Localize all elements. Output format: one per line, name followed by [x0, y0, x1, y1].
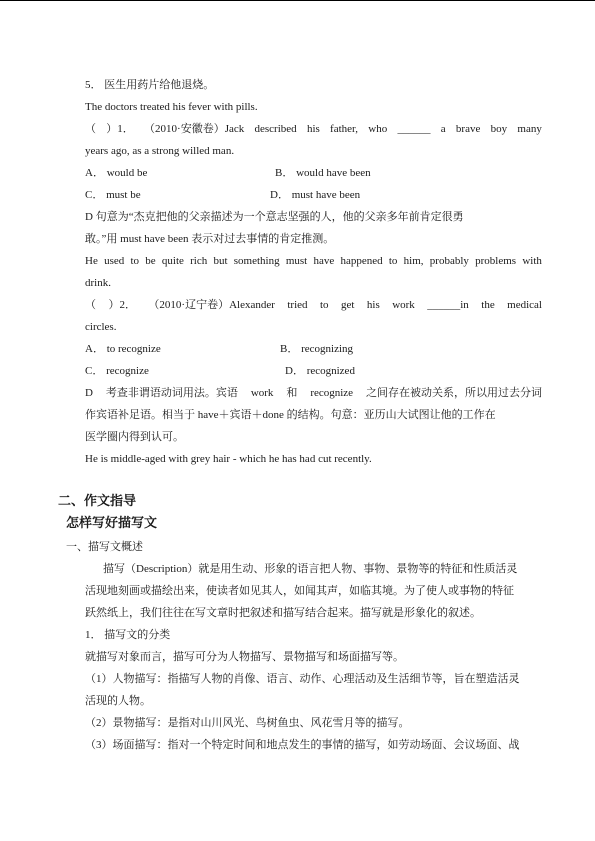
- q2-option-a: A． to recognize: [85, 343, 161, 355]
- q1-explanation-line2: 敢。”用 must have been 表示对过去事情的肯定推测。: [85, 233, 335, 245]
- section-subtitle: 怎样写好描写文: [66, 516, 158, 531]
- header-rule: [0, 0, 595, 1]
- q1-explanation: D 句意为“杰克把他的父亲描述为一个意志坚强的人，他的父亲多年前肯定很勇: [85, 211, 464, 223]
- q1-option-b: B． would have been: [275, 167, 371, 179]
- q1-option-a: A． would be: [85, 167, 148, 179]
- q2-stem-line2: circles.: [85, 321, 117, 333]
- item-scene-description: （3）场面描写：指对一个特定时间和地点发生的事情的描写，如劳动场面、会议场面、战: [85, 739, 520, 751]
- section-title: 二、作文指导: [58, 494, 137, 509]
- q2-example: He is middle-aged with grey hair - which he has had cut recently.: [85, 453, 372, 465]
- q2-option-d: D． recognized: [285, 365, 355, 377]
- q5-chinese: 5． 医生用药片给他退烧。: [85, 79, 215, 91]
- para1-line3: 跃然纸上，我们往往在写文章时把叙述和描写结合起来。描写就是形象化的叙述。: [85, 607, 481, 619]
- para1-line2: 活现地刻画或描绘出来，使读者如见其人，如闻其声，如临其境。为了使人或事物的特征: [85, 585, 514, 597]
- item-person-description-line2: 活现的人物。: [85, 695, 151, 707]
- q2-explanation-line3: 医学圈内得到认可。: [85, 431, 184, 443]
- classification-title: 1． 描写文的分类: [85, 629, 171, 641]
- q2-explanation: D 考查非谓语动词用法。宾语 work 和 recognize 之间存在被动关系，所以用过去分词: [85, 387, 542, 399]
- q2-option-b: B． recognizing: [280, 343, 354, 355]
- item-person-description: （1）人物描写：指描写人物的肖像、语言、动作、心理活动及生活细节等，旨在塑造活灵: [85, 673, 520, 685]
- q2-explanation-line2: 作宾语补足语。相当于 have＋宾语＋done 的结构。句意：亚历山大试图让他的工作在: [85, 409, 496, 421]
- q1-option-c: C． must be: [85, 189, 141, 201]
- q1-stem: （ ）1． （2010·安徽卷）Jack described his father, who ______ a brave boy many: [85, 123, 542, 135]
- q1-stem-line2: years ago, as a strong willed man.: [85, 145, 235, 157]
- q2-option-c: C． recognize: [85, 365, 149, 377]
- classification-intro: 就描写对象而言，描写可分为人物描写、景物描写和场面描写等。: [85, 651, 404, 663]
- q1-example: He used to be quite rich but something must have happened to him, probably problems with: [85, 255, 542, 267]
- item-scenery-description: （2）景物描写：是指对山川风光、鸟树鱼虫、风花雪月等的描写。: [85, 717, 410, 729]
- q5-answer: The doctors treated his fever with pills.: [85, 101, 258, 113]
- part1-title: 一、描写文概述: [66, 541, 143, 553]
- para1-line1: 描写（Description）就是用生动、形象的语言把人物、事物、景物等的特征和性质活灵: [103, 563, 518, 575]
- q1-option-d: D． must have been: [270, 189, 361, 201]
- q1-example-line2: drink.: [85, 277, 111, 289]
- q2-stem: （ ）2． （2010·辽宁卷）Alexander tried to get his work ______in the medical: [85, 299, 542, 311]
